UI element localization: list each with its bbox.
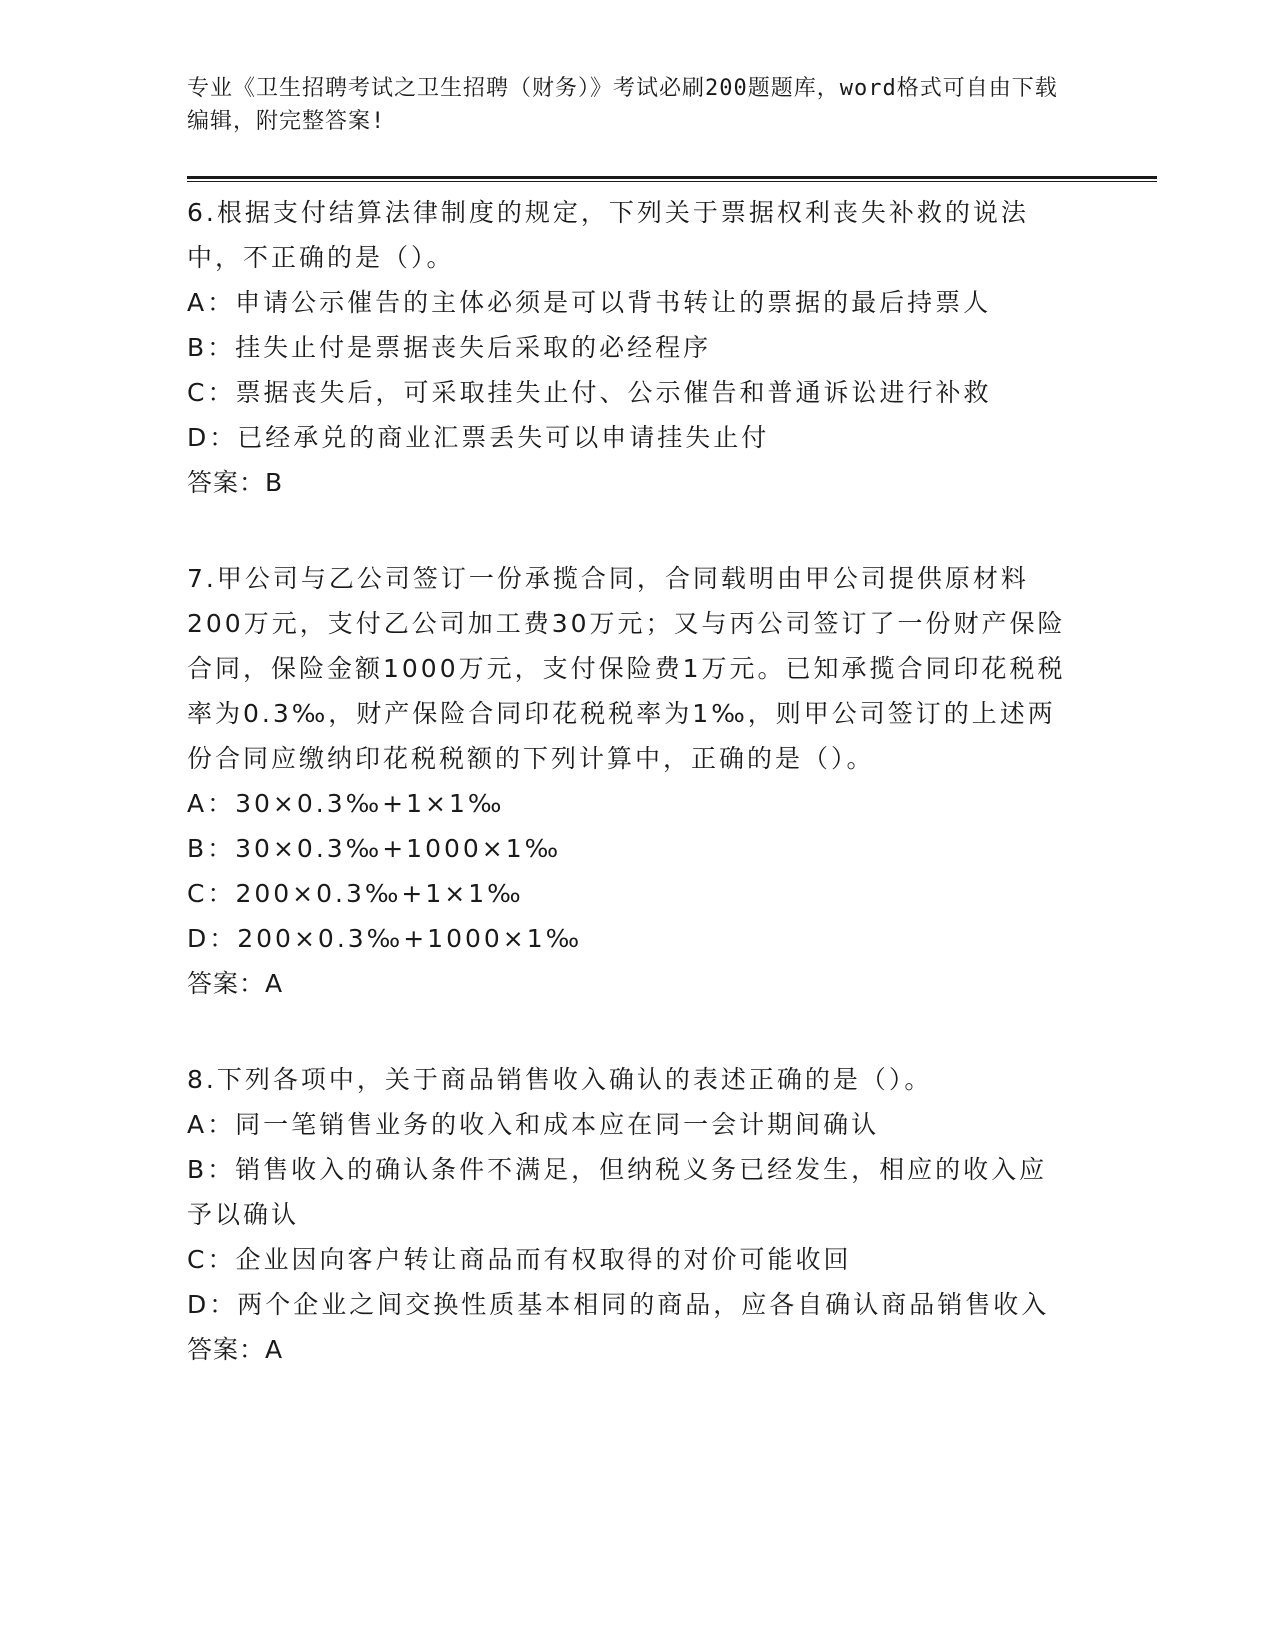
option-c: C：200×0.3‰+1×1‰ <box>187 879 524 908</box>
option-a: A：同一笔销售业务的收入和成本应在同一会计期间确认 <box>187 1110 880 1139</box>
option-d: D：200×0.3‰+1000×1‰ <box>187 924 583 953</box>
option-c: C：企业因向客户转让商品而有权取得的对价可能收回 <box>187 1245 852 1274</box>
header-divider-thin <box>187 181 1157 182</box>
question-stem: 7.甲公司与乙公司签订一份承揽合同，合同载明由甲公司提供原材料200万元，支付乙公司加工费30万元；又与丙公司签订了一份财产保险合同，保险金额1000万元，支付保险费1万元。已知承揽合同印花税税率为0.3‰，财产保险合同印花税税率为1‰，则甲公司签订的上述两份合同应缴纳印花税税额的下列计算中，正确的是（）。 <box>187 564 1066 773</box>
document-header: 专业《卫生招聘考试之卫生招聘（财务）》考试必刷200题题库，word格式可自由下载编辑，附完整答案! <box>187 76 1058 134</box>
question-6 <box>187 190 1067 505</box>
option-b: B：30×0.3‰+1000×1‰ <box>187 834 562 863</box>
option-b: B：销售收入的确认条件不满足，但纳税义务已经发生，相应的收入应予以确认 <box>187 1155 1048 1229</box>
answer-label: 答案：A <box>187 969 284 998</box>
header-divider-thick <box>187 176 1157 179</box>
option-a: A：申请公示催告的主体必须是可以背书转让的票据的最后持票人 <box>187 288 992 317</box>
option-c: C：票据丧失后，可采取挂失止付、公示催告和普通诉讼进行补救 <box>187 378 992 407</box>
question-stem: 6.根据支付结算法律制度的规定，下列关于票据权利丧失补救的说法中，不正确的是（）。 <box>187 198 1029 272</box>
answer-label: 答案：A <box>187 1335 284 1364</box>
question-7 <box>187 556 1067 1006</box>
question-8 <box>187 1057 1067 1372</box>
option-d: D：已经承兑的商业汇票丢失可以申请挂失止付 <box>187 423 770 452</box>
option-d: D：两个企业之间交换性质基本相同的商品，应各自确认商品销售收入 <box>187 1290 1050 1319</box>
document-page <box>187 0 1157 1650</box>
option-b: B：挂失止付是票据丧失后采取的必经程序 <box>187 333 712 362</box>
question-stem: 8.下列各项中，关于商品销售收入确认的表述正确的是（）。 <box>187 1065 933 1094</box>
option-a: A：30×0.3‰+1×1‰ <box>187 789 505 818</box>
answer-label: 答案：B <box>187 468 284 497</box>
